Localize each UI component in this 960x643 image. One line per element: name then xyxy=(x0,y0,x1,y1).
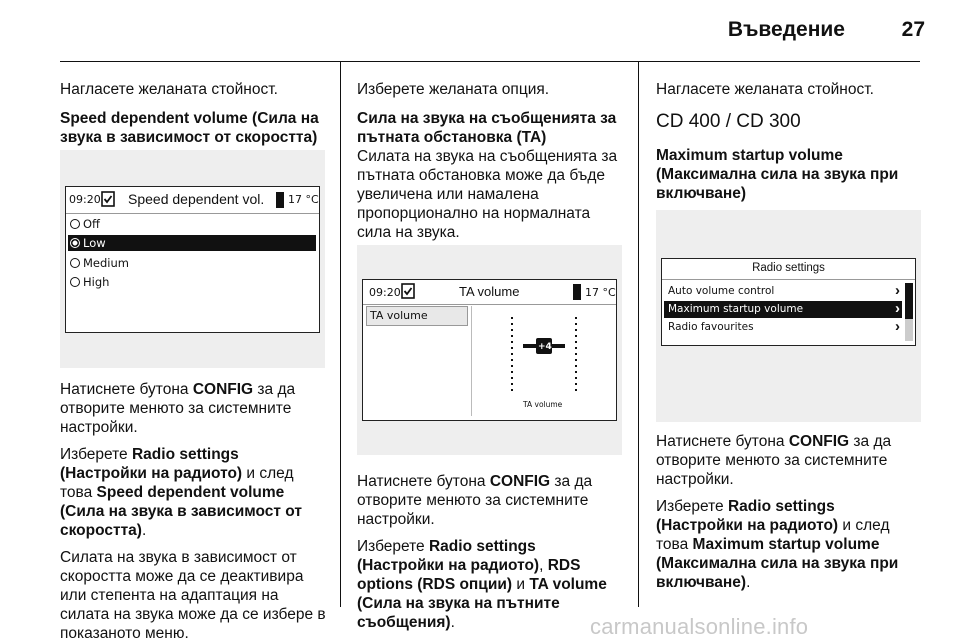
config-button-ref: CONFIG xyxy=(788,433,850,450)
column-divider-1 xyxy=(340,62,341,607)
text-run: Натиснете бутона xyxy=(357,473,490,490)
menu-path-ref: Radio settings (Настройки на радиото) xyxy=(357,538,540,574)
text-run: Изберете xyxy=(357,538,429,555)
col1-heading: Speed dependent volume (Сила на звука в зависимост от скоростта) xyxy=(60,110,319,146)
text-run: за да отворите менюто за системните настройки. xyxy=(357,473,593,528)
panel-divider xyxy=(471,306,472,416)
text-run: , xyxy=(539,557,548,574)
col2-para-2 xyxy=(357,537,627,632)
col3-intro: Нагласете желаната стойност. xyxy=(656,81,874,98)
menu-item-label: Maximum startup volume xyxy=(668,303,804,315)
page-number: 27 xyxy=(901,18,925,41)
display-title: Radio settings xyxy=(752,262,825,274)
display-status-bar xyxy=(363,280,616,305)
column-2-body xyxy=(357,472,627,632)
ta-volume-screenshot xyxy=(357,245,622,455)
radio-settings-screenshot xyxy=(656,210,921,422)
menu-path-ref: TA volume (Сила на звука на пътните съобщения) xyxy=(357,576,607,631)
radio-off-icon xyxy=(70,277,80,287)
speed-volume-display xyxy=(65,186,320,333)
watermark: carmanualsonline.info xyxy=(590,614,809,639)
chevron-right-icon: › xyxy=(895,282,900,299)
col3-para-2 xyxy=(656,497,924,592)
config-button-ref: CONFIG xyxy=(192,381,254,398)
text-run: и след това xyxy=(60,465,294,501)
page-title: Въведение xyxy=(727,18,845,41)
col1-intro: Нагласете желаната стойност. xyxy=(60,81,278,98)
ta-volume-display xyxy=(362,279,617,421)
column-2 xyxy=(357,80,627,242)
col2-heading: Сила на звука на съобщенията за пътната обстановка (TA) xyxy=(357,110,617,146)
col2-desc: Силата на звука на съобщенията за пътната обстановка може да бъде увеличена или намалена пропорционално на нормалната сила на звука. xyxy=(357,148,618,241)
display-status-bar xyxy=(66,187,319,214)
clock-text: 09:20 xyxy=(69,193,101,206)
column-3 xyxy=(656,80,924,203)
phone-check-icon xyxy=(101,191,115,207)
menu-item-label: Radio favourites xyxy=(668,321,754,333)
column-1 xyxy=(60,80,328,147)
col3-heading: Maximum startup volume (Максимална сила на звука при включване) xyxy=(656,147,899,202)
menu-item-max-startup-selected[interactable] xyxy=(664,301,902,318)
col1-para-1 xyxy=(60,380,328,437)
menu-item-label: Auto volume control xyxy=(668,285,775,297)
clock-text: 09:20 xyxy=(369,286,401,299)
option-low-selected[interactable] xyxy=(68,235,316,251)
column-1-body xyxy=(60,380,328,643)
menu-path-ref: Maximum startup volume (Максимална сила на звука при включване) xyxy=(656,536,899,591)
speed-volume-screenshot xyxy=(60,150,325,368)
col1-para-3: Силата на звука в зависимост от скоростта може да се деактивира или степента на адаптация на силата на звука може да се избере в показаното меню. xyxy=(60,549,326,642)
menu-item-auto-volume[interactable] xyxy=(664,283,902,300)
text-run: . xyxy=(450,614,455,631)
option-label: Off xyxy=(83,217,100,231)
menu-path-ref: RDS options (RDS опции) xyxy=(357,557,581,593)
option-label: Low xyxy=(83,236,106,250)
option-off[interactable] xyxy=(70,217,315,234)
radio-off-icon xyxy=(70,258,80,268)
scrollbar-thumb[interactable] xyxy=(905,283,913,319)
text-run: за да отворите менюто за системните настройки. xyxy=(656,433,892,488)
display-title: Speed dependent vol. xyxy=(128,191,265,207)
ta-volume-menu-item[interactable] xyxy=(366,306,468,326)
col1-para-2 xyxy=(60,445,328,540)
option-medium[interactable] xyxy=(70,256,315,273)
column-3-body xyxy=(656,432,924,592)
temperature-text: 17 °C xyxy=(585,286,616,299)
slider-caption: TA volume xyxy=(523,400,563,409)
chevron-right-icon: › xyxy=(895,318,900,335)
col3-para-1 xyxy=(656,432,924,489)
config-button-ref: CONFIG xyxy=(489,473,551,490)
chevron-right-icon: › xyxy=(895,300,900,317)
thermometer-icon xyxy=(275,192,285,208)
text-run: и след това xyxy=(656,517,890,553)
col2-intro: Изберете желаната опция. xyxy=(357,81,550,98)
text-run: . xyxy=(746,574,751,591)
option-label: High xyxy=(83,275,110,289)
text-run: Изберете xyxy=(656,498,728,515)
thermometer-icon xyxy=(572,284,582,300)
text-run: за да отворите менюто за системните настройки. xyxy=(60,381,296,436)
text-run: Натиснете бутона xyxy=(656,433,789,450)
scrollbar[interactable] xyxy=(905,283,913,341)
volume-value: +4 xyxy=(538,342,552,352)
option-high[interactable] xyxy=(70,275,315,292)
text-run: . xyxy=(141,522,147,539)
volume-slider[interactable] xyxy=(503,315,583,400)
menu-path-ref: Radio settings (Настройки на радиото) xyxy=(60,446,243,482)
menu-item-label: TA volume xyxy=(370,309,428,322)
col3-model: CD 400 / CD 300 xyxy=(656,111,801,132)
display-title: TA volume xyxy=(459,284,520,299)
menu-path-ref: Radio settings (Настройки на радиото) xyxy=(656,498,839,534)
radio-settings-display xyxy=(661,258,916,346)
text-run: Натиснете бутона xyxy=(60,381,193,398)
radio-on-icon xyxy=(70,238,80,248)
column-divider-2 xyxy=(638,62,639,607)
menu-path-ref: Speed dependent volume (Сила на звука в зависимост от скоростта) xyxy=(60,484,302,539)
header-rule xyxy=(60,61,920,62)
option-label: Medium xyxy=(83,256,129,270)
text-run: и xyxy=(512,576,530,593)
col2-para-1 xyxy=(357,472,627,529)
radio-off-icon xyxy=(70,219,80,229)
menu-item-radio-favourites[interactable] xyxy=(664,319,902,336)
text-run: Изберете xyxy=(60,446,132,463)
phone-check-icon xyxy=(401,283,415,299)
display-title-bar xyxy=(662,259,915,280)
temperature-text: 17 °C xyxy=(288,193,319,206)
